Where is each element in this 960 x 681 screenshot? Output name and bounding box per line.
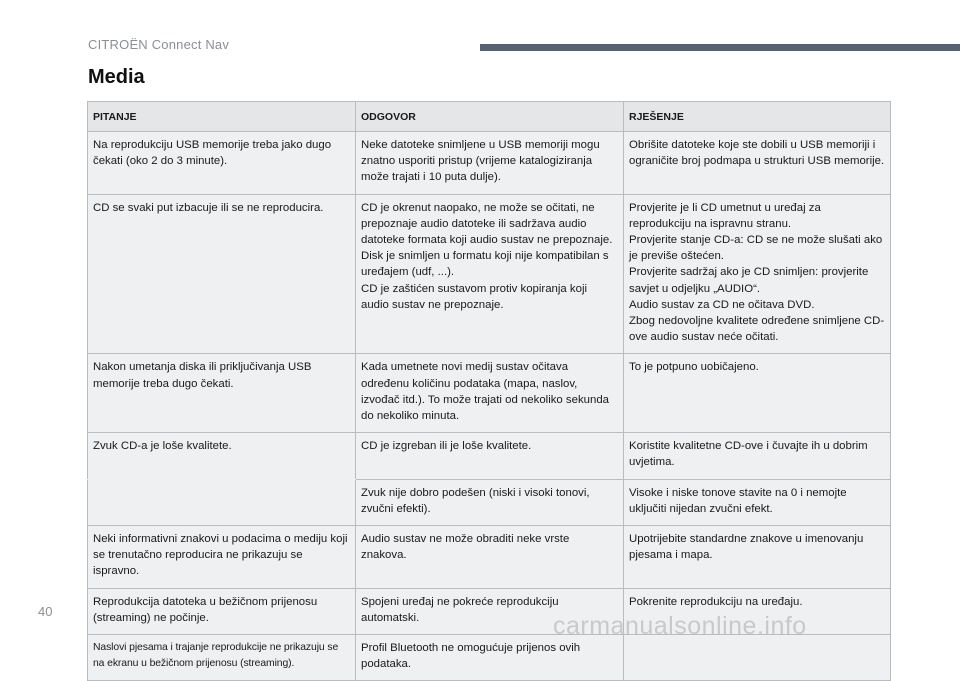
answer-cell: CD je izgreban ili je loše kvalitete. <box>356 433 624 479</box>
table-row <box>88 132 891 195</box>
answer-cell: Zvuk nije dobro podešen (niski i visoki tonovi, zvučni efekti). <box>356 479 624 525</box>
table-header-row <box>88 102 891 132</box>
question-cell: Neki informativni znakovi u podacima o mediju koji se trenutačno reproducira ne prikazuju se ispravno. <box>88 526 356 589</box>
question-cell: Reprodukcija datoteka u bežičnom prijenosu (streaming) ne počinje. <box>88 588 356 634</box>
column-header-solution: RJEŠENJE <box>624 102 891 132</box>
header-accent-bar <box>480 44 960 51</box>
table-row <box>88 479 891 525</box>
column-header-question: PITANJE <box>88 102 356 132</box>
answer-cell: Spojeni uređaj ne pokreće reprodukciju automatski. <box>356 588 624 634</box>
table-row <box>88 433 891 479</box>
solution-cell: Koristite kvalitetne CD-ove i čuvajte ih u dobrim uvjetima. <box>624 433 891 479</box>
solution-cell <box>624 635 891 681</box>
page-title: Media <box>88 66 145 88</box>
answer-cell: Profil Bluetooth ne omogućuje prijenos ovih podataka. <box>356 635 624 681</box>
page-number: 40 <box>38 604 53 619</box>
question-cell: CD se svaki put izbacuje ili se ne reproducira. <box>88 194 356 354</box>
table-row <box>88 526 891 589</box>
answer-cell: Audio sustav ne može obraditi neke vrste znakova. <box>356 526 624 589</box>
answer-cell: CD je okrenut naopako, ne može se očitati, ne prepoznaje audio datoteke ili sadržava audio datoteke formata koji audio sustav ne prepoznaje. Disk je snimljen u formatu koji nije kompatibilan s uređajem (udf, ...). CD je zaštićen sustavom protiv kopiranja koji audio sustav ne prepoznaje. <box>356 194 624 354</box>
answer-cell: Neke datoteke snimljene u USB memoriji mogu znatno usporiti pristup (vrijeme katalogiziranja može trajati i 10 puta dulje). <box>356 132 624 195</box>
watermark-text: carmanualsonline.info <box>553 612 807 640</box>
question-cell: Zvuk CD-a je loše kvalitete. <box>88 433 356 479</box>
solution-cell: To je potpuno uobičajeno. <box>624 354 891 433</box>
solution-cell: Upotrijebite standardne znakove u imenovanju pjesama i mapa. <box>624 526 891 589</box>
document-header-title: CITROËN Connect Nav <box>88 37 230 52</box>
table-row <box>88 354 891 433</box>
troubleshooting-table <box>87 101 891 681</box>
question-cell: Naslovi pjesama i trajanje reprodukcije ne prikazuju se na ekranu u bežičnom prijenosu (streaming). <box>88 635 356 681</box>
solution-cell: Pokrenite reprodukciju na uređaju. <box>624 588 891 634</box>
table-row <box>88 635 891 681</box>
solution-cell: Provjerite je li CD umetnut u uređaj za reprodukciju na ispravnu stranu. Provjerite stanje CD-a: CD se ne može slušati ako je previše oštećen. Provjerite sadržaj ako je CD snimljen: provjerite savjet u odjeljku „AUDIO“. Audio sustav za CD ne očitava DVD. Zbog nedovoljne kvalitete određene snimljene CD-ove audio sustav neće očitati. <box>624 194 891 354</box>
solution-cell: Visoke i niske tonove stavite na 0 i nemojte uključiti nijedan zvučni efekt. <box>624 479 891 525</box>
table-row <box>88 194 891 354</box>
question-cell: Na reprodukciju USB memorije treba jako dugo čekati (oko 2 do 3 minute). <box>88 132 356 195</box>
solution-cell: Obrišite datoteke koje ste dobili u USB memoriji i ograničite broj podmapa u strukturi USB memorije. <box>624 132 891 195</box>
question-cell <box>88 479 356 525</box>
answer-cell: Kada umetnete novi medij sustav očitava određenu količinu podataka (mapa, naslov, izvođač itd.). To može trajati od nekoliko sekunda do nekoliko minuta. <box>356 354 624 433</box>
column-header-answer: ODGOVOR <box>356 102 624 132</box>
troubleshooting-table-container <box>87 101 890 681</box>
question-cell: Nakon umetanja diska ili priključivanja USB memorije treba dugo čekati. <box>88 354 356 433</box>
